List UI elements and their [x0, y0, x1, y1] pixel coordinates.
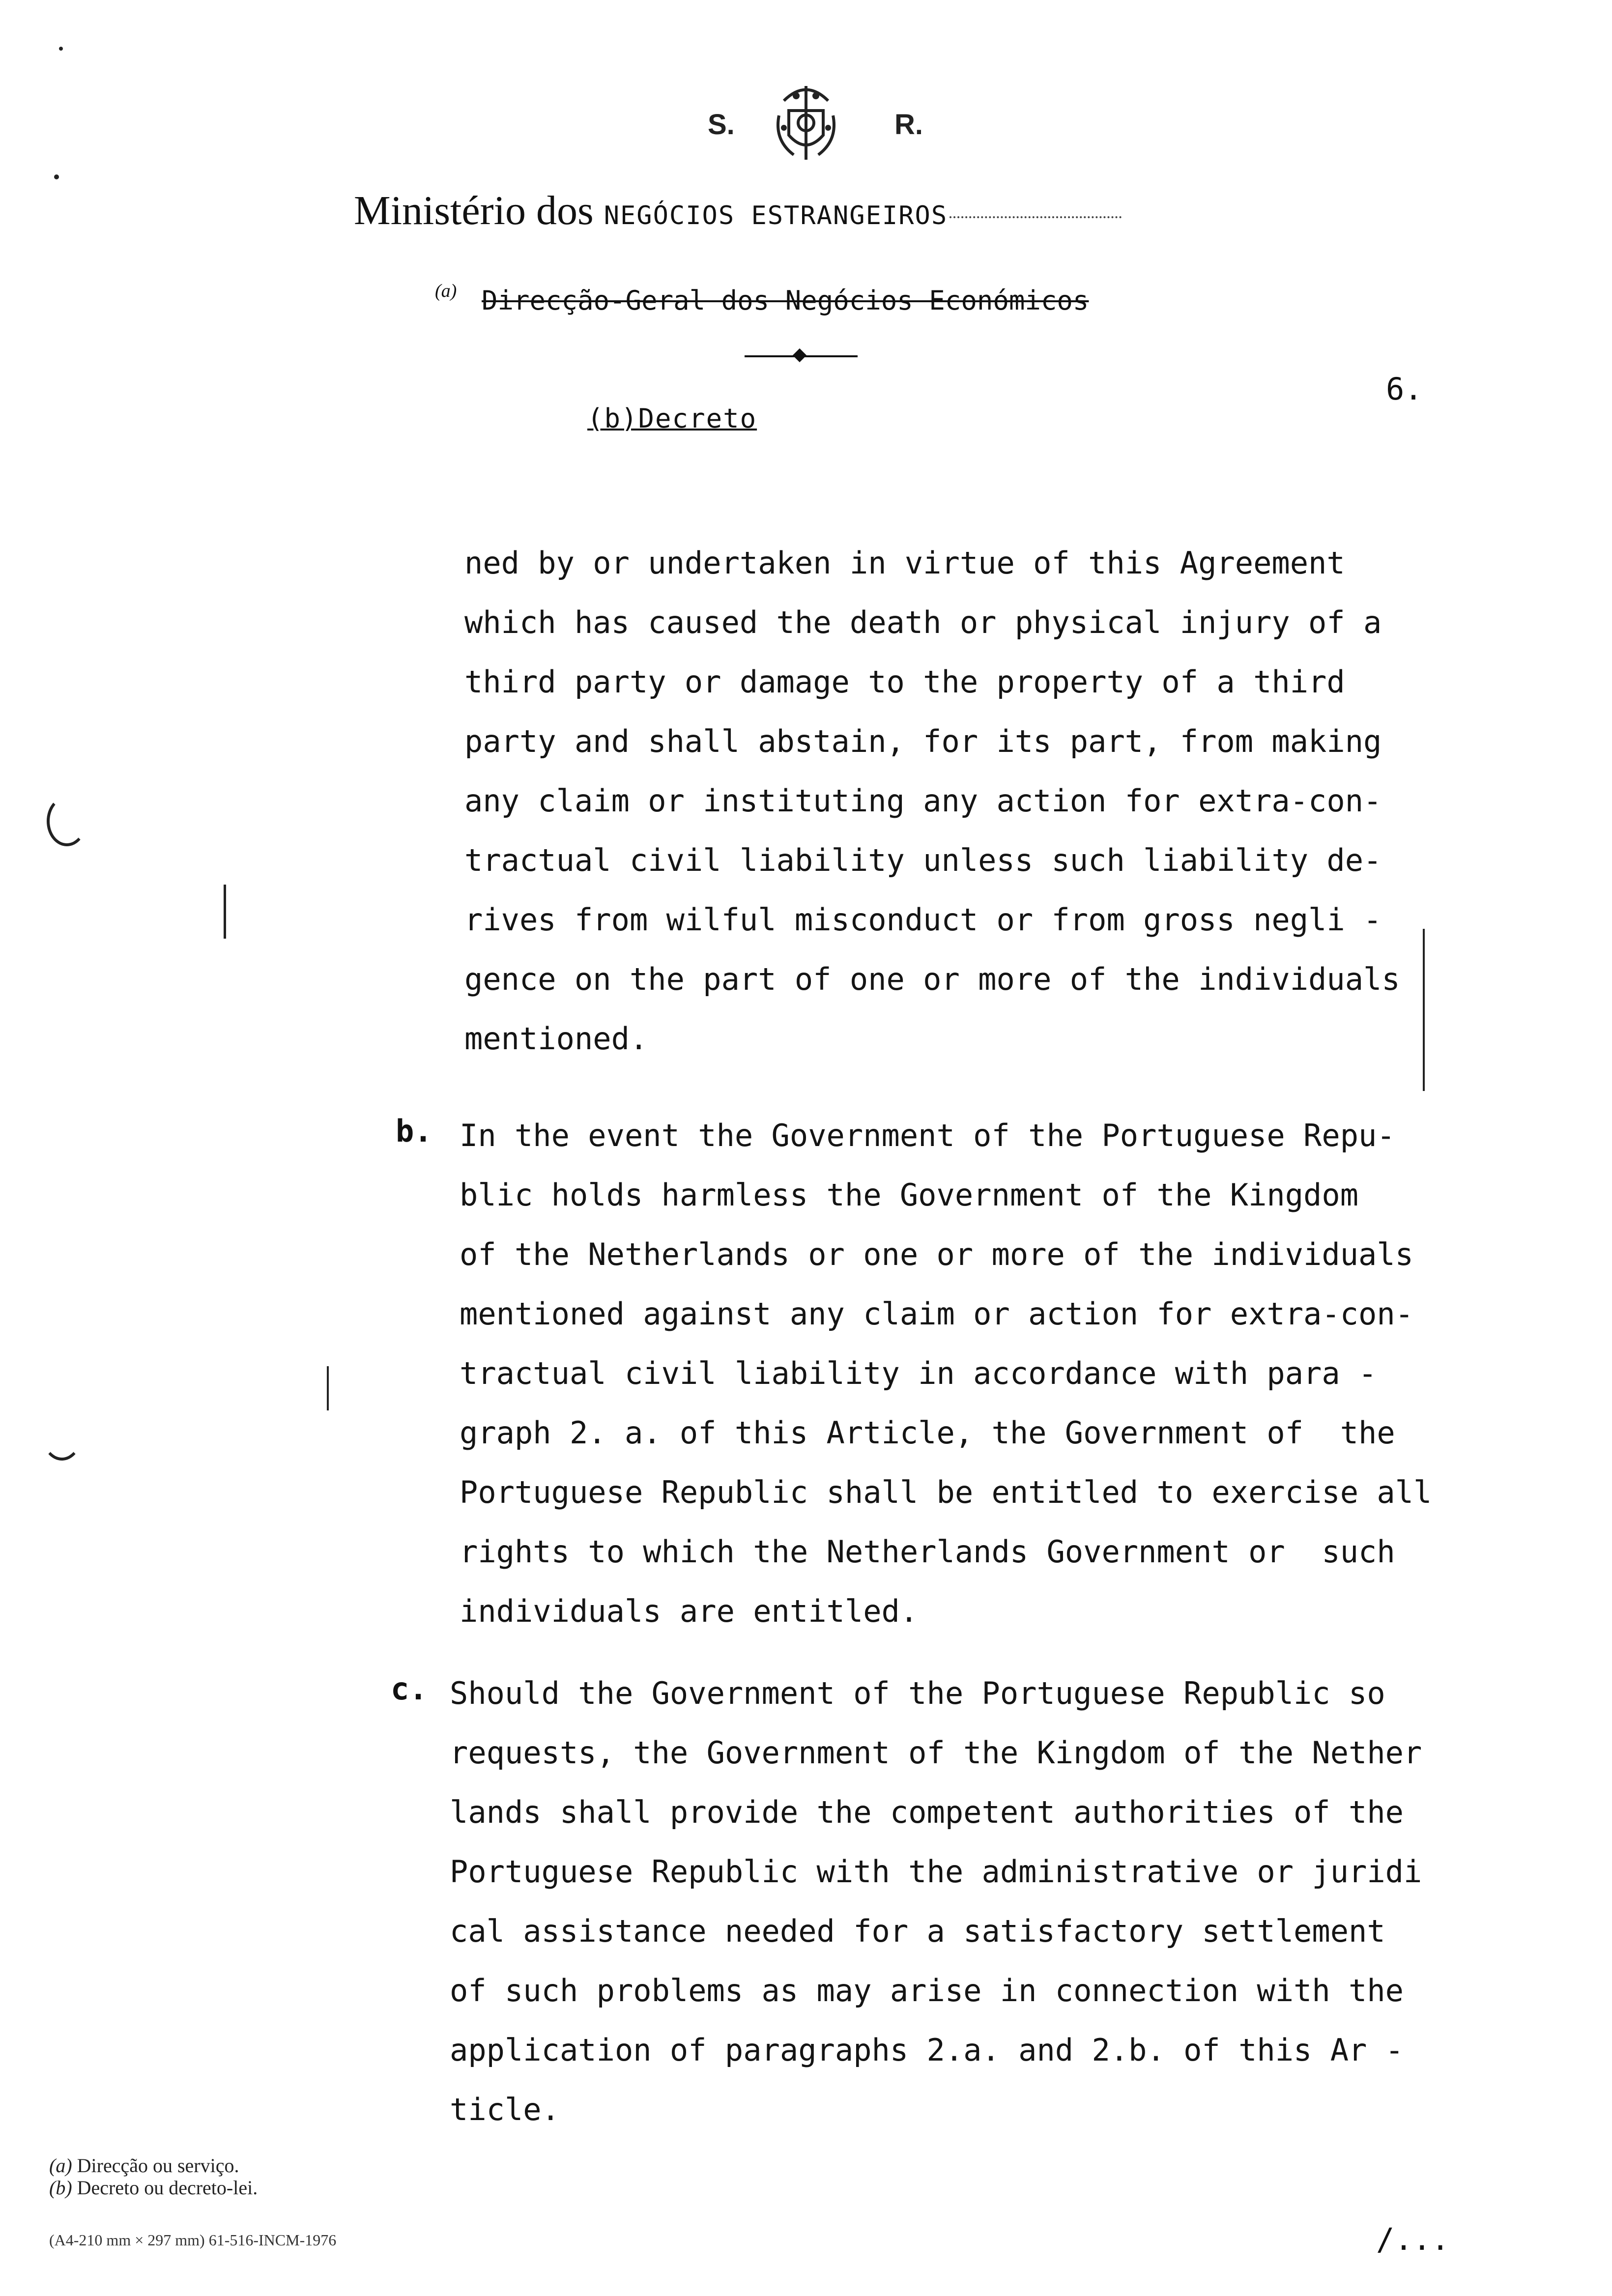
- page-number: 6.: [1386, 371, 1423, 407]
- line: mentioned.: [464, 1021, 648, 1057]
- footnote-key: (a): [49, 2154, 72, 2177]
- line: Portuguese Republic with the administrative or juridi: [450, 1854, 1422, 1890]
- coat-of-arms-icon: [774, 81, 838, 165]
- line: ned by or undertaken in virtue of this Agreement: [464, 545, 1345, 581]
- header-letter-r: R.: [894, 109, 923, 141]
- line: of such problems as may arise in connection with the: [450, 1973, 1404, 2009]
- print-info: (A4-210 mm × 297 mm) 61-516-INCM-1976: [49, 2231, 337, 2249]
- ministry-department: NEGÓCIOS ESTRANGEIROS: [604, 201, 948, 230]
- footnote-text: Decreto ou decreto-lei.: [77, 2177, 258, 2199]
- ministry-prefix: Ministério dos: [354, 188, 594, 233]
- line: graph 2. a. of this Article, the Government of the: [460, 1415, 1395, 1451]
- line: Should the Government of the Portuguese Republic so: [450, 1675, 1385, 1711]
- line: individuals are entitled.: [460, 1593, 919, 1629]
- margin-rule: [1423, 929, 1425, 1091]
- line: ticle.: [450, 2092, 560, 2127]
- margin-tick: [327, 1366, 329, 1410]
- line: tractual civil liability in accordance with para -: [460, 1355, 1377, 1391]
- divider-diamond-icon: [793, 348, 806, 362]
- line: gence on the part of one or more of the individuals: [464, 961, 1400, 997]
- line: any claim or instituting any action for extra-con-: [464, 783, 1382, 819]
- paragraph-label-c: c.: [391, 1671, 428, 1707]
- header-letter-s: S.: [708, 109, 735, 141]
- footnote-b: [49, 2177, 258, 2199]
- direction-text: Direcção-Geral dos Negócios Económicos: [482, 285, 1089, 316]
- line: application of paragraphs 2.a. and 2.b. of this Ar -: [450, 2032, 1404, 2068]
- paragraph-continuation: [464, 533, 1400, 1068]
- margin-arc: [42, 1410, 82, 1461]
- footnote-a: [49, 2155, 239, 2177]
- continuation-mark: /...: [1376, 2221, 1450, 2257]
- margin-arc: [47, 796, 87, 846]
- line: Portuguese Republic shall be entitled to exercise all: [460, 1474, 1432, 1510]
- line: rights to which the Netherlands Government or such: [460, 1534, 1395, 1570]
- line: rives from wilful misconduct or from gross negli -: [464, 902, 1382, 938]
- footnote-text: Direcção ou serviço.: [77, 2154, 239, 2177]
- dotted-fill-line: [950, 216, 1122, 218]
- line: blic holds harmless the Government of the Kingdom: [460, 1177, 1359, 1213]
- line: cal assistance needed for a satisfactory settlement: [450, 1913, 1385, 1949]
- direction-line: [482, 285, 1089, 316]
- decree-line: (b)Decreto: [587, 403, 757, 434]
- line: party and shall abstain, for its part, from making: [464, 723, 1382, 759]
- paragraph-b: [460, 1106, 1432, 1641]
- line: mentioned against any claim or action for extra-con-: [460, 1296, 1414, 1332]
- margin-dot: [59, 47, 63, 51]
- paragraph-label-b: b.: [396, 1113, 432, 1149]
- line: tractual civil liability unless such liability de-: [464, 842, 1382, 878]
- ministry-heading: [354, 187, 1122, 234]
- line: of the Netherlands or one or more of the individuals: [460, 1236, 1414, 1272]
- line: requests, the Government of the Kingdom of the Nether: [450, 1735, 1422, 1771]
- margin-dot: [54, 174, 59, 179]
- line: third party or damage to the property of a third: [464, 664, 1345, 700]
- line: lands shall provide the competent authorities of the: [450, 1794, 1404, 1830]
- footnote-key: (b): [49, 2177, 72, 2199]
- direction-marker: (a): [435, 281, 457, 301]
- paragraph-c: [450, 1664, 1422, 2139]
- margin-tick: [224, 885, 226, 939]
- line: In the event the Government of the Portuguese Repu-: [460, 1118, 1395, 1153]
- line: which has caused the death or physical injury of a: [464, 604, 1382, 640]
